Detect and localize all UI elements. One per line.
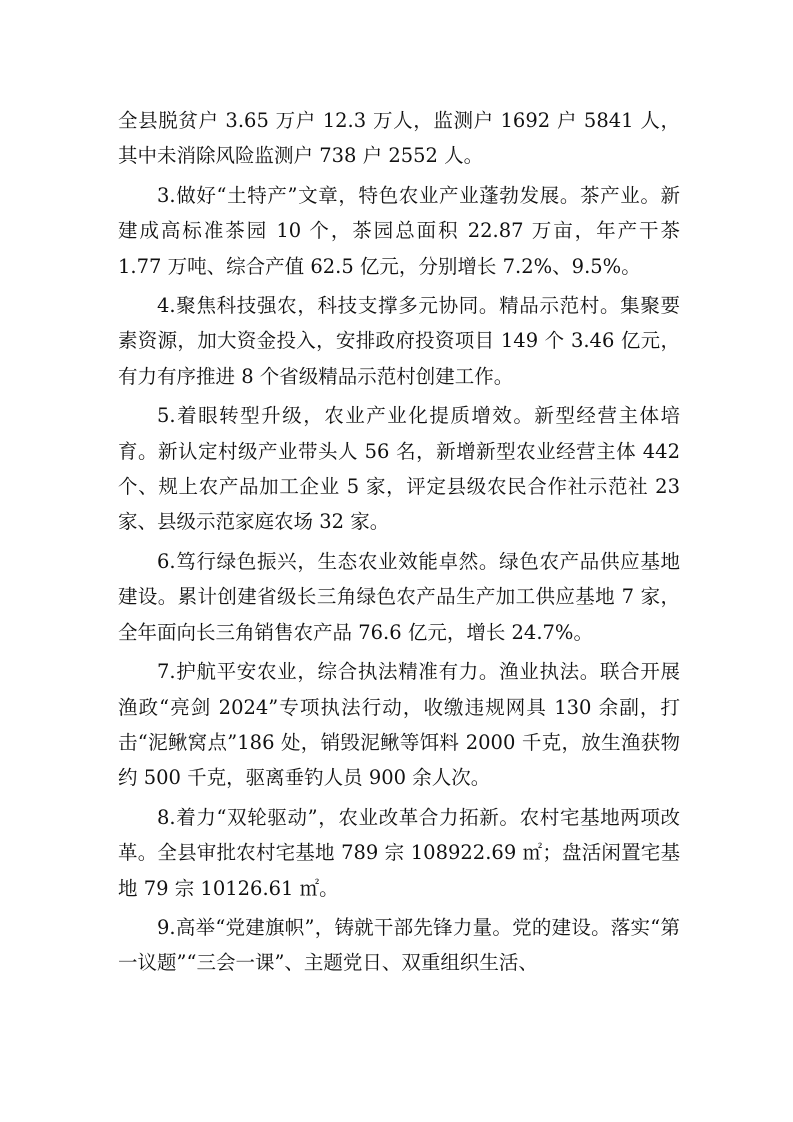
document-body bbox=[118, 103, 680, 981]
paragraph-item-3-tea-industry: 3.做好“土特产”文章，特色农业产业蓬勃发展。茶产业。新建成高标准茶园 10 个，茶园总面积 22.87 万亩，年产干茶 1.77 万吨、综合产值 62.5 亿元，分别增长 7.2%、9.5%。 bbox=[118, 183, 680, 278]
paragraph-item-6-green-agriculture: 6.笃行绿色振兴，生态农业效能卓然。绿色农产品供应基地建设。累计创建省级长三角绿色农产品生产加工供应基地 7 家，全年面向长三角销售农产品 76.6 亿元，增长 24.7%。 bbox=[118, 549, 680, 644]
paragraph-item-5-industrialization: 5.着眼转型升级，农业产业化提质增效。新型经营主体培育。新认定村级产业带头人 56 名，新增新型农业经营主体 442 个、规上农产品加工企业 5 家，评定县级农民合作社示范社 23 家、县级示范家庭农场 32 家。 bbox=[118, 404, 680, 534]
paragraph-item-8-reform: 8.着力“双轮驱动”，农业改革合力拓新。农村宅基地两项改革。全县审批农村宅基地 789 宗 108922.69 ㎡；盘活闲置宅基地 79 宗 10126.61 ㎡。 bbox=[118, 805, 680, 900]
paragraph-poverty-stats: 全县脱贫户 3.65 万户 12.3 万人，监测户 1692 户 5841 人，其中未消除风险监测户 738 户 2552 人。 bbox=[118, 109, 680, 168]
paragraph-item-7-law-enforcement: 7.护航平安农业，综合执法精准有力。渔业执法。联合开展渔政“亮剑 2024”专项执法行动，收缴违规网具 130 余副，打击“泥鳅窝点”186 处，销毁泥鳅等饵料 2000 千克，放生渔获物约 500 千克，驱离垂钓人员 900 余人次。 bbox=[118, 660, 680, 790]
paragraph-item-9-party-building: 9.高举“党建旗帜”，铸就干部先锋力量。党的建设。落实“第一议题”“三会一课”、主题党日、双重组织生活、 bbox=[118, 915, 680, 975]
paragraph-item-4-technology: 4.聚焦科技强农，科技支撑多元协同。精品示范村。集聚要素资源，加大资金投入，安排政府投资项目 149 个 3.46 亿元，有力有序推进 8 个省级精品示范村创建工作。 bbox=[118, 294, 680, 388]
